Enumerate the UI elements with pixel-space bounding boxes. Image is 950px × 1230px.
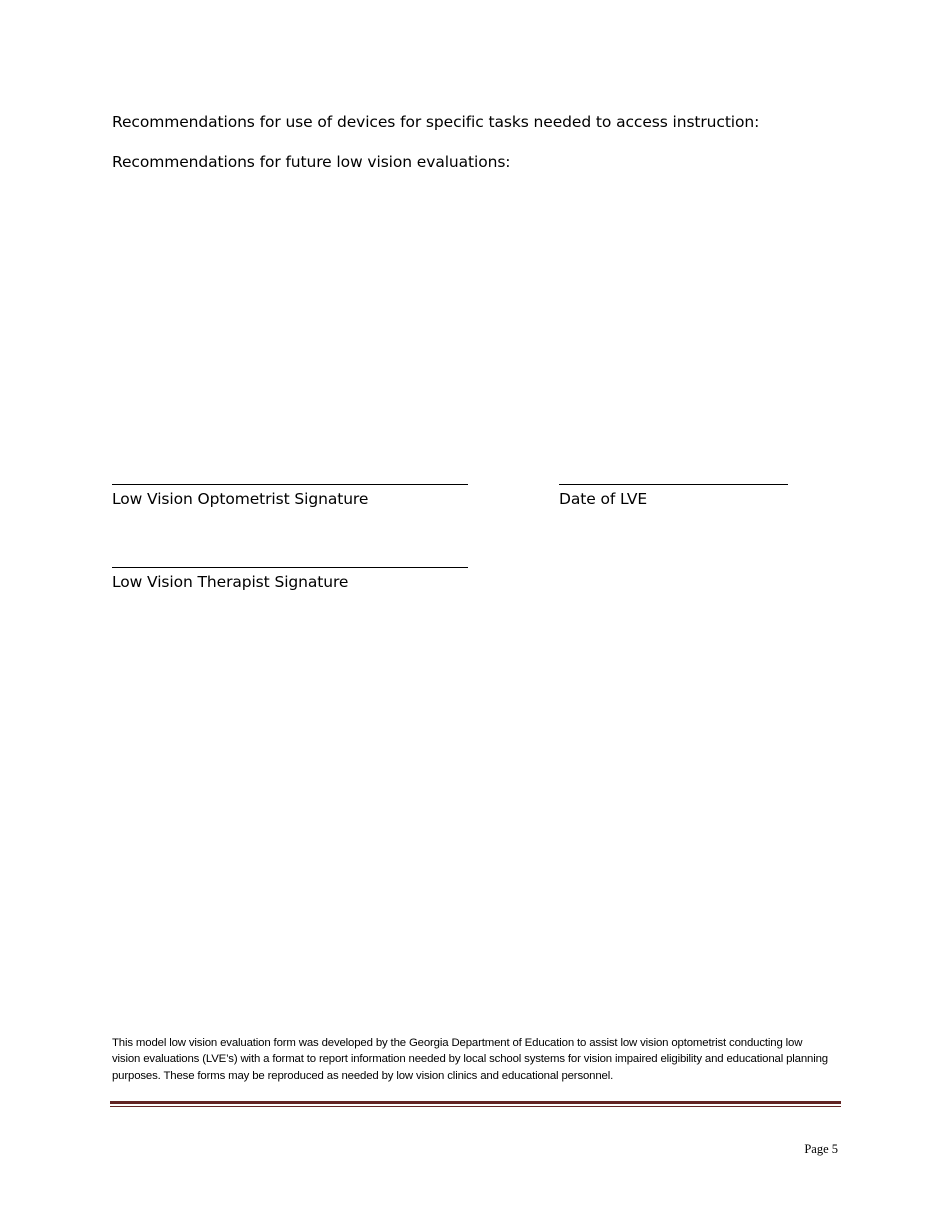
optometrist-signature-label: Low Vision Optometrist Signature xyxy=(112,490,369,508)
footer-rule-thin xyxy=(110,1106,841,1107)
date-of-lve-line[interactable] xyxy=(559,484,788,485)
footer-rule-thick xyxy=(110,1101,841,1104)
therapist-signature-label: Low Vision Therapist Signature xyxy=(112,573,349,591)
future-evaluations-label: Recommendations for future low vision evaluations: xyxy=(112,153,511,171)
footer-disclaimer: This model low vision evaluation form was developed by the Georgia Department of Education to assist low vision optometrist conducting low vision evaluations (LVE’s) with a format to report information needed by local school systems for vision impaired eligibility and educational planning purposes. These forms may be reproduced as needed by low vision clinics and educational personnel. xyxy=(112,1037,828,1082)
devices-recommendations-label: Recommendations for use of devices for specific tasks needed to access instruction: xyxy=(112,113,760,131)
therapist-signature-line[interactable] xyxy=(112,567,468,568)
date-of-lve-label: Date of LVE xyxy=(559,490,648,508)
optometrist-signature-line[interactable] xyxy=(112,484,468,485)
page-number: Page 5 xyxy=(804,1142,838,1156)
